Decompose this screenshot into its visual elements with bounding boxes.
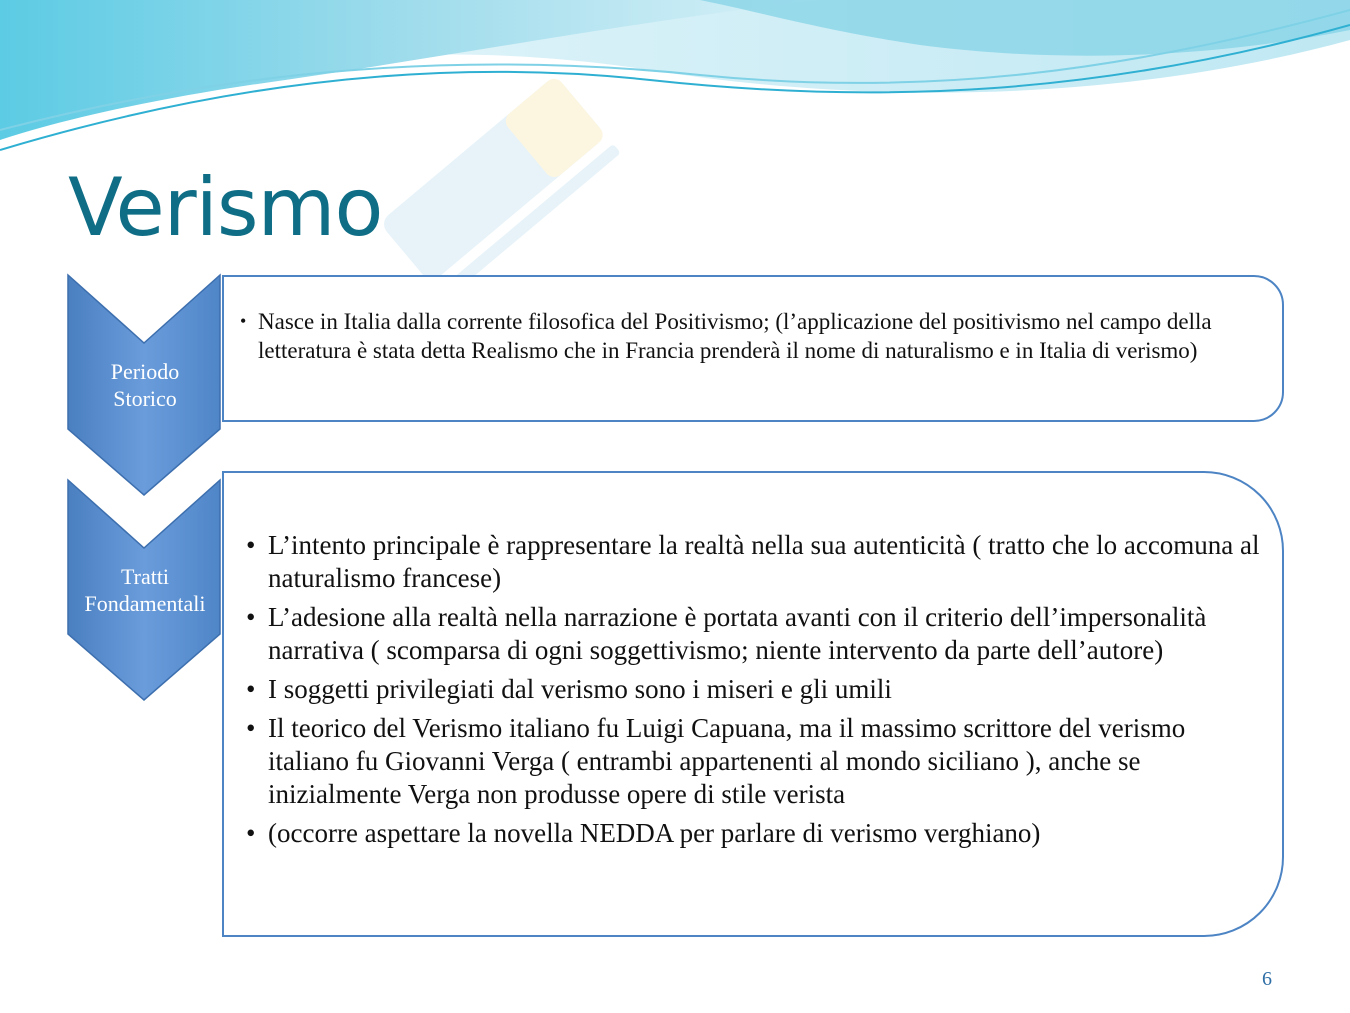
list-item: • Nasce in Italia dalla corrente filosofica del Positivismo; (l’applicazione del positivismo nel campo della letteratura è stata detta Realismo che in Francia prenderà il nome di naturalismo e in Italia di verismo) [258,307,1268,365]
section-content-tratti-fondamentali [222,471,1284,937]
section-label-tratti-fondamentali: Tratti Fondamentali [84,564,206,616]
list-item: • Il teorico del Verismo italiano fu Luigi Capuana, ma il massimo scrittore del verismo italiano fu Giovanni Verga ( entrambi appartenenti al mondo siciliano ), anche se inizialmente Verga non produsse opere di stile verista [268,712,1268,811]
section-label-periodo-storico: Periodo Storico [110,359,180,411]
list-item: • L’adesione alla realtà nella narrazione è portata avanti con il criterio dell’impersonalità narrativa ( scomparsa di ogni soggettivismo; niente intervento da parte dell’autore) [268,601,1268,667]
bullet-list [258,307,1268,365]
list-item: • I soggetti privilegiati dal verismo sono i miseri e gli umili [268,673,1268,706]
page-number: 6 [1262,968,1272,990]
list-item: • (occorre aspettare la novella NEDDA per parlare di verismo verghiano) [268,817,1268,850]
decorative-waves [0,0,1350,170]
bullet-list [268,529,1268,856]
list-item: • L’intento principale è rappresentare la realtà nella sua autenticità ( tratto che lo accomuna al naturalismo francese) [268,529,1268,595]
section-content-periodo-storico [222,275,1284,422]
page-title: Verismo [68,161,383,254]
